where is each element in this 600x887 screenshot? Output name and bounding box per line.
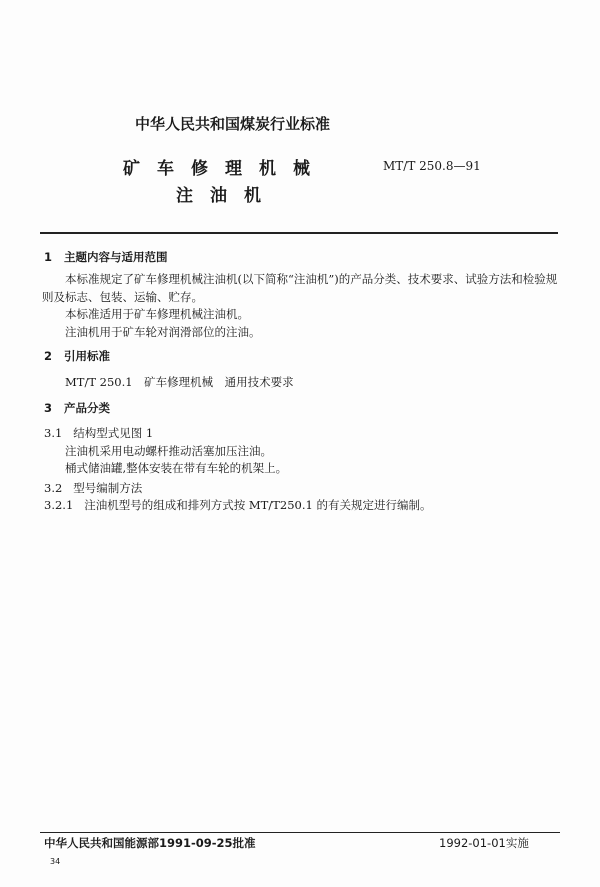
header-rule [40,232,558,234]
standard-code: MT/T 250.8—91 [383,159,481,173]
title-line-2: 注 油 机 [176,186,261,206]
paragraph: 则及标志、包装、运输、贮存。 [42,290,203,304]
section-1-heading: 1 主题内容与适用范围 [44,250,168,264]
clause-3-2-1: 3.2.1 注油机型号的组成和排列方式按 MT/T250.1 的有关规定进行编制。 [44,498,432,512]
section-2-heading: 2 引用标准 [44,349,111,363]
paragraph: 本标准规定了矿车修理机械注油机(以下简称“注油机”)的产品分类、技术要求、试验方法和检验规 [65,272,558,286]
paragraph: 桶式储油罐,整体安装在带有车轮的机架上。 [65,461,288,475]
title-line-1: 矿 车 修 理 机 械 [123,159,310,179]
footer-rule [40,832,560,833]
clause-3-2: 3.2 型号编制方法 [44,481,143,495]
issuing-org: 中华人民共和国煤炭行业标准 [135,115,331,133]
section-3-heading: 3 产品分类 [44,401,111,415]
paragraph: 注油机用于矿车轮对润滑部位的注油。 [65,325,261,339]
effective-date: 1992-01-01实施 [439,836,529,850]
paragraph: 本标准适用于矿车修理机械注油机。 [65,307,249,321]
page-number: 34 [50,857,61,866]
paragraph: 注油机采用电动螺杆推动活塞加压注油。 [65,444,272,458]
reference-item: MT/T 250.1 矿车修理机械 通用技术要求 [65,375,294,389]
clause-3-1: 3.1 结构型式见图 1 [44,426,154,440]
approval-date: 中华人民共和国能源部1991-09-25批准 [44,836,256,850]
